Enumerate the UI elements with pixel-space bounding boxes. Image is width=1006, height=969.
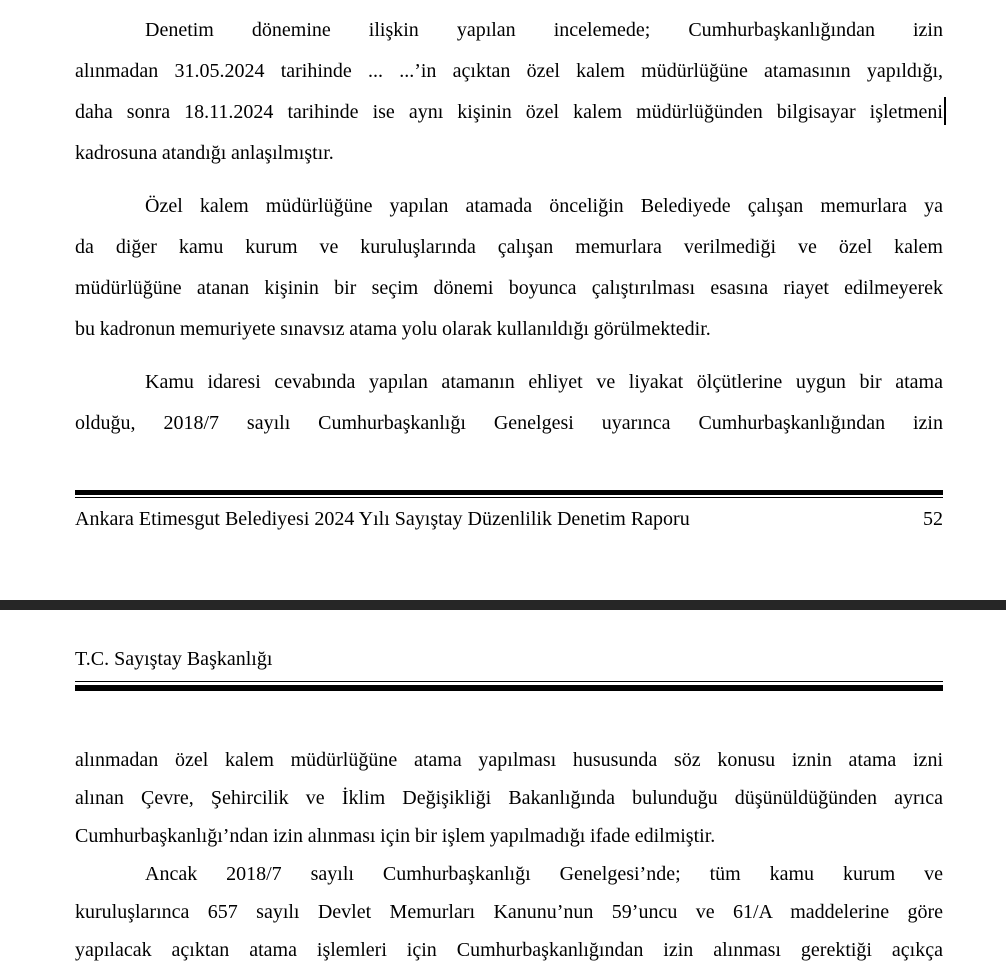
text-line: yapılacak açıktan atama işlemleri için Cumhurbaşkanlığından izin alınması gerektiği açıkça <box>75 939 943 961</box>
paragraph <box>75 186 943 350</box>
text-line: müdürlüğüne atanan kişinin bir seçim dönemi boyunca çalıştırılması esasına riayet edilmeyerek <box>75 277 943 299</box>
text-line: Ancak 2018/7 sayılı Cumhurbaşkanlığı Genelgesi’nde; tüm kamu kurum ve <box>145 863 943 885</box>
text-line: alınan Çevre, Şehircilik ve İklim Değişikliği Bakanlığında bulunduğu düşünüldüğünden ayrıca <box>75 787 943 809</box>
text-line: alınmadan 31.05.2024 tarihinde ... ...’in açıktan özel kalem müdürlüğüne atamasının yapıldığı, <box>75 60 943 82</box>
text-line: kadrosuna atandığı anlaşılmıştır. <box>75 142 334 164</box>
text-line: Kamu idaresi cevabında yapılan atamanın ehliyet ve liyakat ölçütlerine uygun bir atama <box>145 371 943 393</box>
text-line: kuruluşlarınca 657 sayılı Devlet Memurları Kanunu’nun 59’uncu ve 61/A maddelerine göre <box>75 901 943 923</box>
text-line: Özel kalem müdürlüğüne yapılan atamada önceliğin Belediyede çalışan memurlara ya <box>145 195 943 217</box>
page-52-text-area[interactable] <box>75 10 943 456</box>
text-line: Cumhurbaşkanlığı’ndan izin alınması için bir işlem yapılmadığı ifade edilmiştir. <box>75 825 716 847</box>
header-rule <box>75 681 943 691</box>
text-line: Denetim dönemine ilişkin yapılan incelemede; Cumhurbaşkanlığından izin <box>145 19 943 41</box>
text-line: bu kadronun memuriyete sınavsız atama yolu olarak kullanıldığı görülmektedir. <box>75 318 711 340</box>
text-line: da diğer kamu kurum ve kuruluşlarında çalışan memurlara verilmediği ve özel kalem <box>75 236 943 258</box>
paragraph <box>75 855 943 969</box>
text-line: daha sonra 18.11.2024 tarihinde ise aynı kişinin özel kalem müdürlüğünden bilgisayar işletmeni <box>75 92 943 133</box>
footer-rule <box>75 490 943 498</box>
report-page-53 <box>0 610 1006 967</box>
paragraph <box>75 741 943 855</box>
footer-page-number: 52 <box>923 508 943 530</box>
footer-report-title: Ankara Etimesgut Belediyesi 2024 Yılı Sayıştay Düzenlilik Denetim Raporu <box>75 508 690 530</box>
page-53-text-area[interactable] <box>75 741 943 969</box>
text-line: alınmadan özel kalem müdürlüğüne atama yapılması hususunda söz konusu iznin atama izni <box>75 749 943 771</box>
text-line: olduğu, 2018/7 sayılı Cumhurbaşkanlığı Genelgesi uyarınca Cumhurbaşkanlığından izin <box>75 412 943 434</box>
page-footer <box>75 506 943 532</box>
header-title: T.C. Sayıştay Başkanlığı <box>75 648 273 670</box>
paragraph <box>75 362 943 444</box>
text-cursor <box>944 97 946 125</box>
paragraph <box>75 10 943 174</box>
page-gap-separator <box>0 600 1006 610</box>
